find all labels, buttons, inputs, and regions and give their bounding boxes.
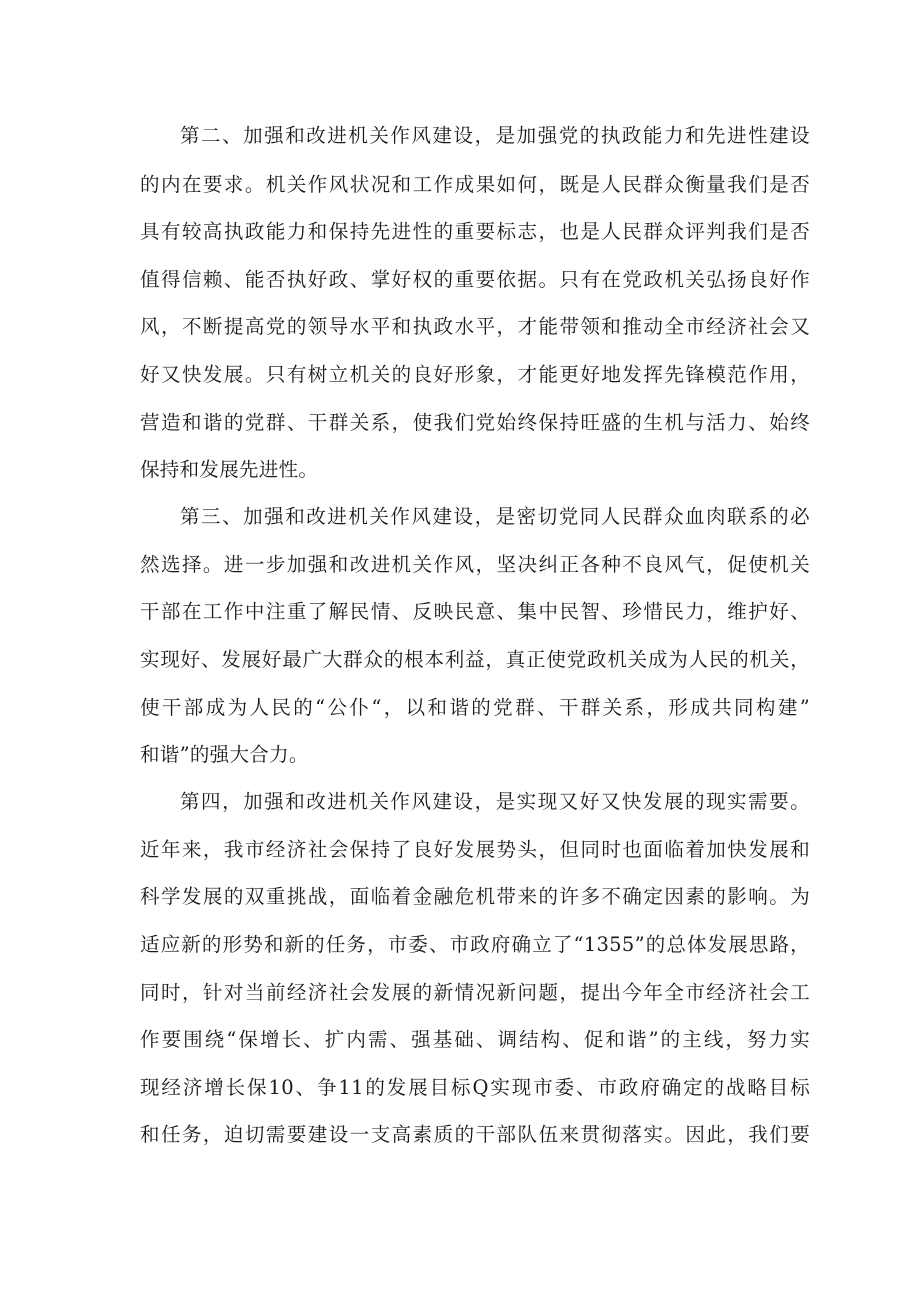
paragraph-1-line-6: 好又快发展。只有树立机关的良好形象，才能更好地发挥先锋模范作用， xyxy=(140,363,810,386)
paragraph-3-line-6: 作要围绕“保增长、扩内需、强基础、调结构、促和谐”的主线，努力实 xyxy=(140,1028,810,1051)
paragraph-3-line-7: 现经济增长保10、争11的发展目标Q实现市委、市政府确定的战略目标 xyxy=(140,1076,810,1099)
paragraph-1-line-3: 具有较高执政能力和保持先进性的重要标志，也是人民群众评判我们是否 xyxy=(140,220,810,243)
paragraph-3-line-5: 同时，针对当前经济社会发展的新情况新问题，提出今年全市经济社会工 xyxy=(140,981,810,1004)
paragraph-3-line-4: 适应新的形势和新的任务，市委、市政府确立了“1355”的总体发展思路， xyxy=(140,933,810,956)
paragraph-3-line-3: 科学发展的双重挑战，面临着金融危机带来的许多不确定因素的影响。为 xyxy=(140,885,810,908)
paragraph-2-line-4: 实现好、发展好最广大群众的根本利益，真正使党政机关成为人民的机关， xyxy=(140,648,810,671)
paragraph-1-line-5: 风，不断提高党的领导水平和执政水平，才能带领和推动全市经济社会又 xyxy=(140,315,810,338)
paragraph-1-line-8: 保持和发展先进性。 xyxy=(140,458,319,481)
paragraph-1-line-4: 值得信赖、能否执好政、掌好权的重要依据。只有在党政机关弘扬良好作 xyxy=(140,268,810,291)
paragraph-1-line-7: 营造和谐的党群、干群关系，使我们党始终保持旺盛的生机与活力、始终 xyxy=(140,411,810,434)
paragraph-2-line-1: 第三、加强和改进机关作风建设，是密切党同人民群众血肉联系的必 xyxy=(180,505,810,528)
paragraph-3-line-1: 第四，加强和改进机关作风建设，是实现又好又快发展的现实需要。 xyxy=(180,790,810,813)
paragraph-1-line-1: 第二、加强和改进机关作风建设，是加强党的执政能力和先进性建设 xyxy=(180,124,810,147)
paragraph-2-line-6: 和谐”的强大合力。 xyxy=(140,743,309,766)
paragraph-3-line-8: 和任务，迫切需要建设一支高素质的干部队伍来贯彻落实。因此，我们要 xyxy=(140,1123,810,1146)
paragraph-1-line-2: 的内在要求。机关作风状况和工作成果如何，既是人民群众衡量我们是否 xyxy=(140,173,810,196)
paragraph-3-line-2: 近年来，我市经济社会保持了良好发展势头，但同时也面临着加快发展和 xyxy=(140,838,810,861)
paragraph-2-line-3: 干部在工作中注重了解民情、反映民意、集中民智、珍惜民力，维护好、 xyxy=(140,600,810,623)
paragraph-2-line-5: 使干部成为人民的“公仆“，以和谐的党群、干群关系，形成共同构建” xyxy=(140,696,810,719)
paragraph-2-line-2: 然选择。进一步加强和改进机关作风，坚决纠正各种不良风气，促使机关 xyxy=(140,553,810,576)
